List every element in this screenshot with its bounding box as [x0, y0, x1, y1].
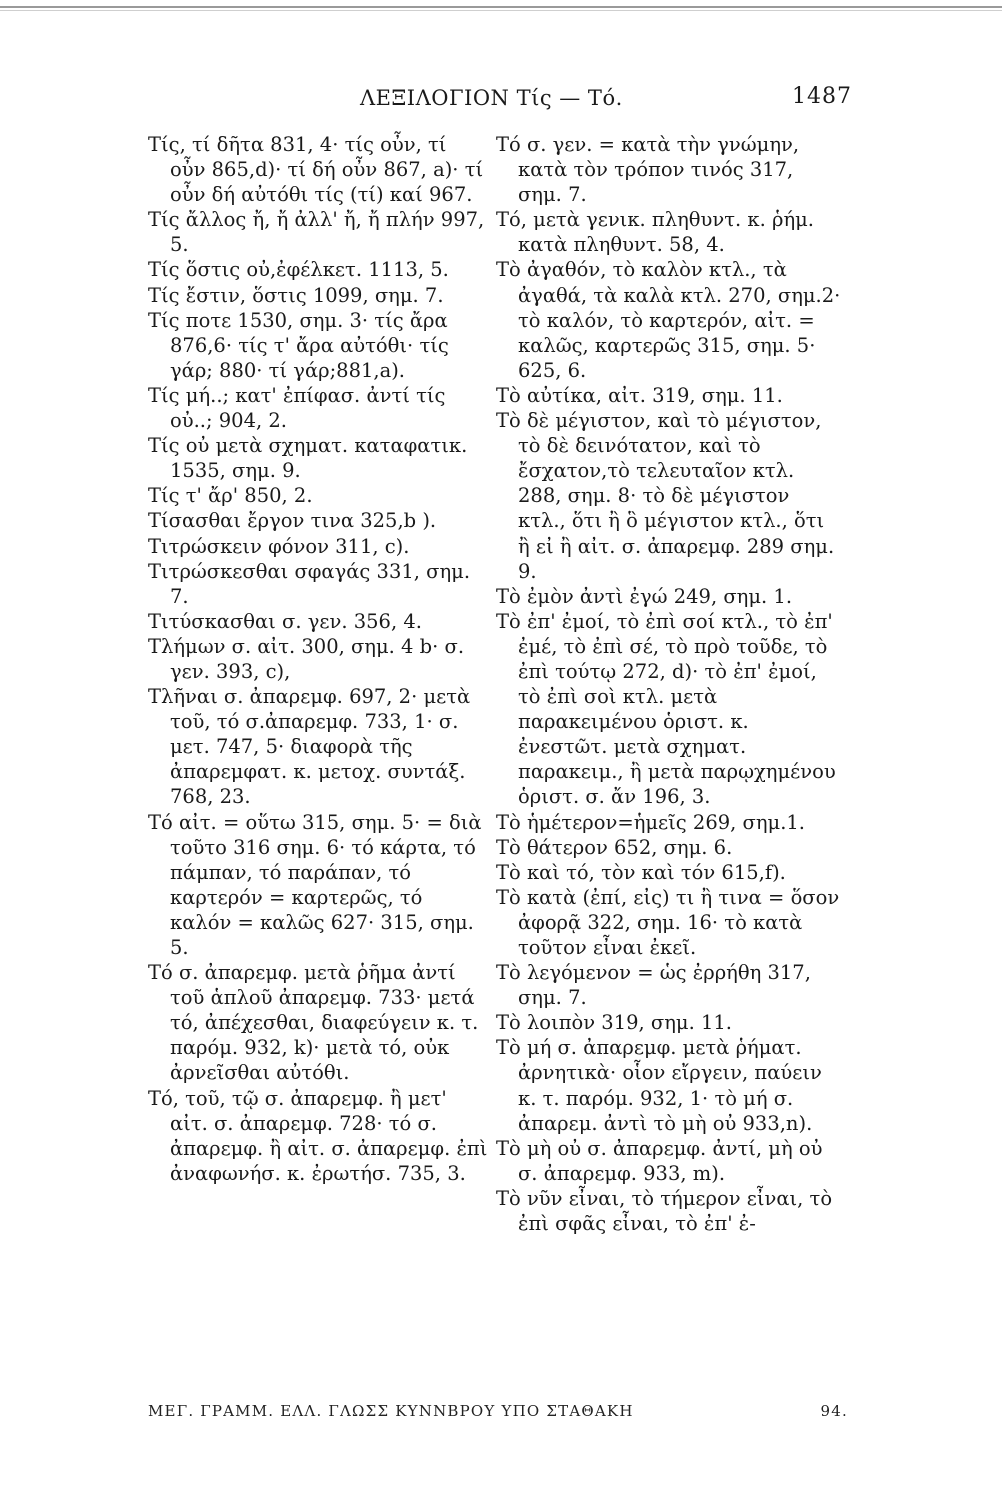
index-entry: Τίς ποτε 1530, σημ. 3· τίς ἄρα 876,6· τίς τ' ἄρα αὐτόθι· τίς γάρ; 880· τί γάρ;881,a).: [148, 308, 449, 382]
index-entry: Τίς ὅστις οὐ,ἐφέλκετ. 1113, 5.: [148, 258, 449, 282]
index-entry: Τίς ἄλλος ἤ, ἤ ἀλλ' ἤ, ἤ πλήν 997, 5.: [148, 208, 485, 257]
index-entry: Τὸ μὴ οὐ σ. ἀπαρεμφ. ἀντί, μὴ οὐ σ. ἀπαρεμφ. 933, m).: [496, 1136, 823, 1185]
index-entry: Τὸ θάτερον 652, σημ. 6.: [496, 835, 733, 859]
index-entry: Τίς μή..; κατ' ἐπίφασ. ἀντί τίς οὐ..; 904, 2.: [148, 383, 446, 433]
index-entry: Τὸ μή σ. ἀπαρεμφ. μετὰ ῥήματ. ἀρνητικὰ· οἷον εἴργειν, παύειν κ. τ. παρόμ. 932, 1· τὸ μή σ. ἀπαρεμ. ἀντὶ τὸ μὴ οὐ 933,n).: [496, 1036, 822, 1135]
index-entry: Τίσασθαι ἔργον τινα 325,b ).: [148, 509, 437, 533]
index-entry: Τὸ καὶ τό, τὸν καὶ τόν 615,f).: [496, 860, 786, 884]
index-entry: Τίς τ' ἄρ' 850, 2.: [148, 484, 313, 508]
index-entry: Τὸ λεγόμενον = ὡς ἐρρήθη 317, σημ. 7.: [496, 961, 811, 1010]
running-head: ΛΕΞΙΛΟΓΙΟΝ Τίς — Τό.: [360, 86, 623, 110]
index-entry: Τλῆναι σ. ἀπαρεμφ. 697, 2· μετὰ τοῦ, τό σ.ἀπαρεμφ. 733, 1· σ. μετ. 747, 5· διαφορὰ τῆς ἀπαρεμφατ. κ. μετοχ. συντάξ. 768, 23.: [148, 685, 471, 809]
index-entry: Τιτρώσκειν φόνον 311, c).: [148, 534, 410, 558]
top-rule: [0, 6, 1002, 8]
page-footer: [148, 1402, 848, 1420]
index-entry: Τὸ δὲ μέγιστον, καὶ τὸ μέγιστον, τὸ δὲ δεινότατον, καὶ τὸ ἔσχατον,τὸ τελευταῖον κτλ. 288, σημ. 8· τὸ δὲ μέγιστον κτλ., ὅτι ἢ ὃ μέγιστον κτλ., ὅτι ἢ εἰ ἢ αἰτ. σ. ἀπαρεμφ. 289 σημ. 9.: [496, 409, 835, 583]
index-entry: Τό σ. γεν. = κατὰ τὴν γνώμην, κατὰ τὸν τρόπον τινός 317, σημ. 7.: [496, 133, 800, 207]
index-entry: Τό, τοῦ, τῷ σ. ἀπαρεμφ. ἢ μετ' αἰτ. σ. ἀπαρεμφ. 728· τό σ. ἀπαρεμφ. ἢ αἰτ. σ. ἀπαρεμφ. ἐπὶ ἀναφωνήσ. κ. ἐρωτήσ. 735, 3.: [148, 1086, 488, 1185]
index-entry: Τό σ. ἀπαρεμφ. μετὰ ῥῆμα ἀντί τοῦ ἁπλοῦ ἀπαρεμφ. 733· μετά τό, ἀπέχεσθαι, διαφεύγειν κ. τ. παρόμ. 932, k)· μετὰ τό, οὐκ ἀρνεῖσθαι αὐτόθι.: [148, 961, 479, 1085]
index-entry: Τὸ κατὰ (ἐπί, εἰς) τι ἢ τινα = ὅσον ἀφορᾷ 322, σημ. 16· τὸ κατὰ τοῦτον εἶναι ἐκεῖ.: [496, 885, 840, 959]
footer-imprint: ΜΕΓ. ΓΡΑΜΜ. ΕΛΛ. ΓΛΩΣΣ ΚΥΝΝΒΡΟΥ ΥΠΟ ΣΤΑΘΑΚΗ: [148, 1402, 634, 1420]
index-entry: Τίς ἔστιν, ὅστις 1099, σημ. 7.: [148, 283, 444, 307]
index-entry: Τὸ ἀγαθόν, τὸ καλὸν κτλ., τὰ ἀγαθά, τὰ καλὰ κτλ. 270, σημ.2· τὸ καλόν, τὸ καρτερόν, αἰτ. = καλῶς, καρτερῶς 315, σημ. 5· 625, 6.: [496, 258, 841, 382]
index-entry: Τίς οὐ μετὰ σχηματ. καταφατικ. 1535, σημ. 9.: [148, 434, 468, 483]
index-entry: Τιτύσκασθαι σ. γεν. 356, 4.: [148, 609, 422, 633]
index-entry: Τὸ ἡμέτερον=ἡμεῖς 269, σημ.1.: [496, 810, 806, 834]
signature-mark: 94.: [820, 1402, 848, 1420]
right-column: [496, 132, 842, 1236]
left-column: [148, 132, 488, 1186]
index-entry: Τὸ ἐπ' ἐμοί, τὸ ἐπὶ σοί κτλ., τὸ ἐπ' ἐμέ, τὸ ἐπὶ σέ, τὸ πρὸ τοῦδε, τὸ ἐπὶ τούτῳ 272, d)· τὸ ἐπ' ἐμοί, τὸ ἐπὶ σοὶ κτλ. μετὰ παρακειμένου ὁριστ. κ. ἐνεστῶτ. μετὰ σχηματ. παρακειμ., ἢ μετὰ παρῳχημένου ὁριστ. σ. ἄν 196, 3.: [496, 609, 836, 809]
index-entry: Τιτρώσκεσθαι σφαγάς 331, σημ. 7.: [148, 559, 471, 608]
index-entry: Τλήμων σ. αἰτ. 300, σημ. 4 b· σ. γεν. 393, c),: [148, 634, 465, 683]
page-number: 1487: [792, 84, 852, 109]
index-entry: Τὸ νῦν εἶναι, τὸ τήμερον εἶναι, τὸ ἐπὶ σφᾶς εἶναι, τὸ ἐπ' ἐ-: [496, 1186, 833, 1236]
index-entry: Τὸ αὐτίκα, αἰτ. 319, σημ. 11.: [496, 383, 783, 407]
index-entry: Τὸ ἐμὸν ἀντὶ ἐγώ 249, σημ. 1.: [496, 584, 793, 608]
index-entry: Τίς, τί δῆτα 831, 4· τίς οὖν, τί οὖν 865,d)· τί δή οὖν 867, a)· τί οὖν δή αὐτόθι τίς (τί) καί 967.: [148, 133, 484, 207]
index-entry: Τό, μετὰ γενικ. πληθυντ. κ. ῥήμ. κατὰ πληθυντ. 58, 4.: [496, 208, 815, 257]
top-rule-thin: [0, 10, 1002, 11]
index-entry: Τό αἰτ. = οὕτω 315, σημ. 5· = διὰ τοῦτο 316 σημ. 6· τό κάρτα, τό πάμπαν, τό παράπαν, τό καρτερόν = καρτερῶς, τό καλόν = καλῶς 627· 315, σημ. 5.: [148, 810, 482, 959]
index-entry: Τὸ λοιπὸν 319, σημ. 11.: [496, 1011, 732, 1035]
